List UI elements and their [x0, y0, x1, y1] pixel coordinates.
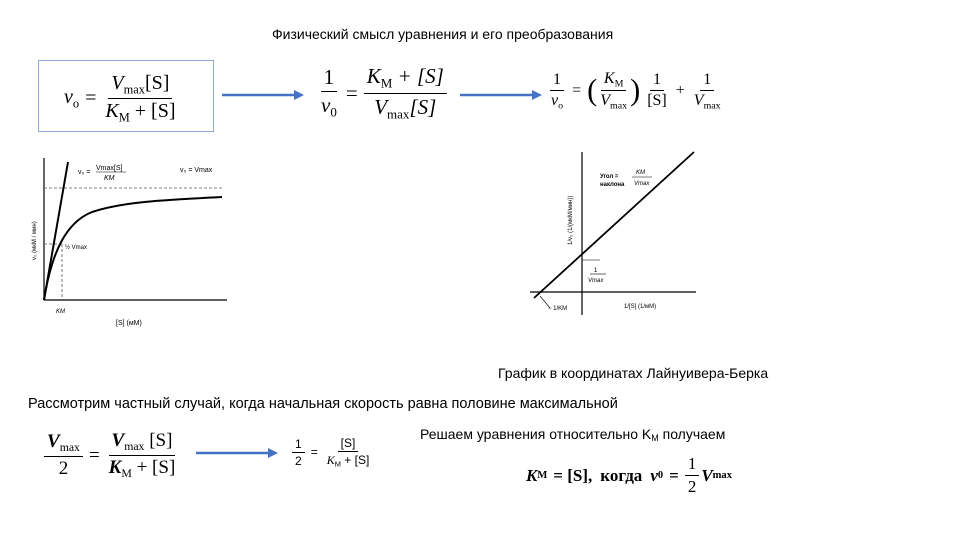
mm-fraction: [102, 72, 178, 126]
half-den-s: + [S]: [136, 457, 176, 479]
mm-ylabel: v₀ (мкМ / мин): [32, 221, 38, 260]
half-two: 2: [58, 458, 69, 480]
half-rhs: [106, 430, 179, 481]
lb2-one3: 1: [700, 71, 714, 91]
half-vmax: V: [47, 431, 60, 453]
mm-lhs: v: [64, 86, 73, 109]
mm-label-km: KM: [104, 175, 115, 182]
reduced-equation: $\frac{1}{2}$ = $\frac{[S]}{K_M + [S]}$: [292, 436, 372, 469]
result-when: когда: [600, 465, 643, 485]
lb1-num-rest: + [S]: [392, 64, 444, 88]
lb1-one: 1: [321, 65, 338, 92]
lb-label-inv-vmax-num: 1: [594, 268, 598, 274]
mm-label-v0-vmax: v₀ = Vmax: [180, 167, 213, 174]
result-v: v: [650, 465, 658, 485]
mm-label-v0: v₀ =: [78, 169, 91, 176]
lb2-s: [S]: [647, 92, 667, 110]
half-vmax-sub: max: [59, 441, 80, 455]
graph-caption: График в координатах Лайнуивера-Берка: [498, 365, 769, 381]
lb1-den-v: V: [374, 94, 388, 119]
half-vmax-equation: $\frac{V_{max}}{2}$ = $\frac{V_{max} [S]}{K_M + [S]}$: [44, 430, 178, 481]
result-half: [685, 454, 700, 497]
mm-label-vmax-s: Vmax[S]: [96, 165, 123, 172]
lb-label-inv-vmax-den: Vmax: [588, 278, 604, 284]
lb-label-slope-den: Vmax: [634, 181, 650, 187]
lb-equation-2: $\frac{1}{v_o}$ = ( $\frac{K_M}{V_{max}}$ ) $\frac{1}{[S]}$ + $\frac{1}{V_{max}}$: [548, 70, 724, 112]
half-den-k-sub: M: [121, 467, 132, 481]
mm-num-sub: max: [123, 82, 145, 97]
lb2-inv-s: [644, 71, 670, 110]
lb2-vmax-sub: max: [610, 100, 628, 112]
lb2-vmax2-sub: max: [703, 100, 721, 112]
result-k: K: [526, 465, 538, 485]
page-title: Физический смысл уравнения и его преобразования: [272, 26, 614, 42]
special-case-text: Рассмотрим частный случай, когда начальная скорость равна половине максимальной: [28, 396, 618, 412]
lb-graph: [520, 150, 700, 320]
lb2-lhs: [548, 71, 566, 111]
lb-label-slope-num: KM: [636, 170, 645, 176]
lb1-v-sub: 0: [330, 104, 337, 120]
reduced-rhs: [324, 436, 373, 469]
lb1-den-rest: [S]: [409, 94, 437, 119]
arrow-right-icon: [194, 446, 280, 460]
lb1-den-sub: max: [387, 106, 410, 122]
lb1-k: K: [366, 64, 381, 88]
lb-label-slope2: наклона: [600, 182, 625, 188]
mm-num-rest: [S]: [144, 72, 170, 94]
half-num-vmax-sub: max: [124, 440, 145, 454]
mm-graph: [22, 150, 232, 330]
lb-label-slope: Угол =: [600, 174, 619, 180]
mm-label-km-axis: KM: [56, 309, 65, 315]
result-eq: = [S],: [553, 465, 593, 485]
mm-xlabel: [S] (мМ): [116, 320, 142, 327]
half-num-vmax: V: [111, 430, 125, 451]
reduced-s2: + [S]: [344, 453, 370, 467]
reduced-k: K: [326, 453, 335, 467]
mm-lhs-sub: o: [72, 96, 80, 111]
lb2-one: 1: [550, 71, 564, 91]
mm-label-half-vmax: ½ Vmax: [65, 245, 88, 251]
result-two: 2: [687, 477, 697, 496]
result-one: 1: [685, 454, 700, 476]
lb2-one2: 1: [650, 71, 664, 91]
reduced-k-sub: M: [334, 459, 341, 469]
result-k-sub: M: [537, 470, 548, 481]
half-lhs: [44, 431, 83, 480]
lb2-km-vmax: [597, 70, 630, 112]
reduced-one: 1: [292, 437, 305, 453]
lb-equation-1: $\frac{1}{v_0}$ = $\frac{K_M + [S]}{V_{max}[S]}$: [318, 64, 447, 122]
solve-text-tail: получаем: [658, 426, 726, 442]
lb2-v: v: [551, 91, 559, 109]
reduced-two: 2: [295, 453, 302, 468]
arrow-right-icon: [458, 88, 544, 102]
lb-ylabel: 1/v₀ (1/(мкМ/мин)): [568, 195, 574, 245]
lb2-vmax: V: [600, 92, 610, 110]
lb1-v: v: [321, 93, 331, 118]
solve-text: [420, 426, 725, 443]
half-den-k: K: [108, 457, 122, 479]
result-equation: K M = [S], когда v 0 = $\frac{1}{2}$ V max: [526, 454, 732, 496]
result-v-sub: 0: [657, 470, 664, 481]
mm-den-sub: M: [118, 110, 130, 125]
mm-num-v: V: [111, 72, 124, 94]
result-vmax: V: [701, 465, 713, 485]
lb1-rhs: [364, 64, 447, 122]
half-num-s: [S]: [149, 430, 173, 451]
reduced-lhs: [292, 437, 305, 468]
lb2-vmax2: V: [693, 91, 704, 109]
lb2-k-sub: M: [614, 78, 624, 90]
lb1-lhs: [318, 65, 340, 121]
solve-text-sub: M: [651, 433, 659, 443]
lb2-v-sub: o: [558, 100, 564, 112]
lb2-inv-vmax: [691, 71, 724, 111]
mm-den-rest: + [S]: [134, 100, 176, 123]
lb1-k-sub: M: [380, 75, 393, 91]
mm-den-k: K: [105, 100, 119, 123]
reduced-s: [S]: [338, 436, 359, 452]
lb2-k: K: [603, 70, 615, 87]
mm-equation: $v_o$ = $\frac{V_{max}[S]}{K_M + [S]}$: [64, 72, 178, 126]
arrow-right-icon: [220, 88, 306, 102]
lb-label-neg-inv-km: − 1/KM: [548, 306, 568, 312]
lb-xlabel: 1/[S] (1/мМ): [624, 304, 657, 310]
result-vmax-sub: max: [712, 470, 732, 481]
solve-text-main: Решаем уравнения относительно K: [420, 426, 652, 442]
